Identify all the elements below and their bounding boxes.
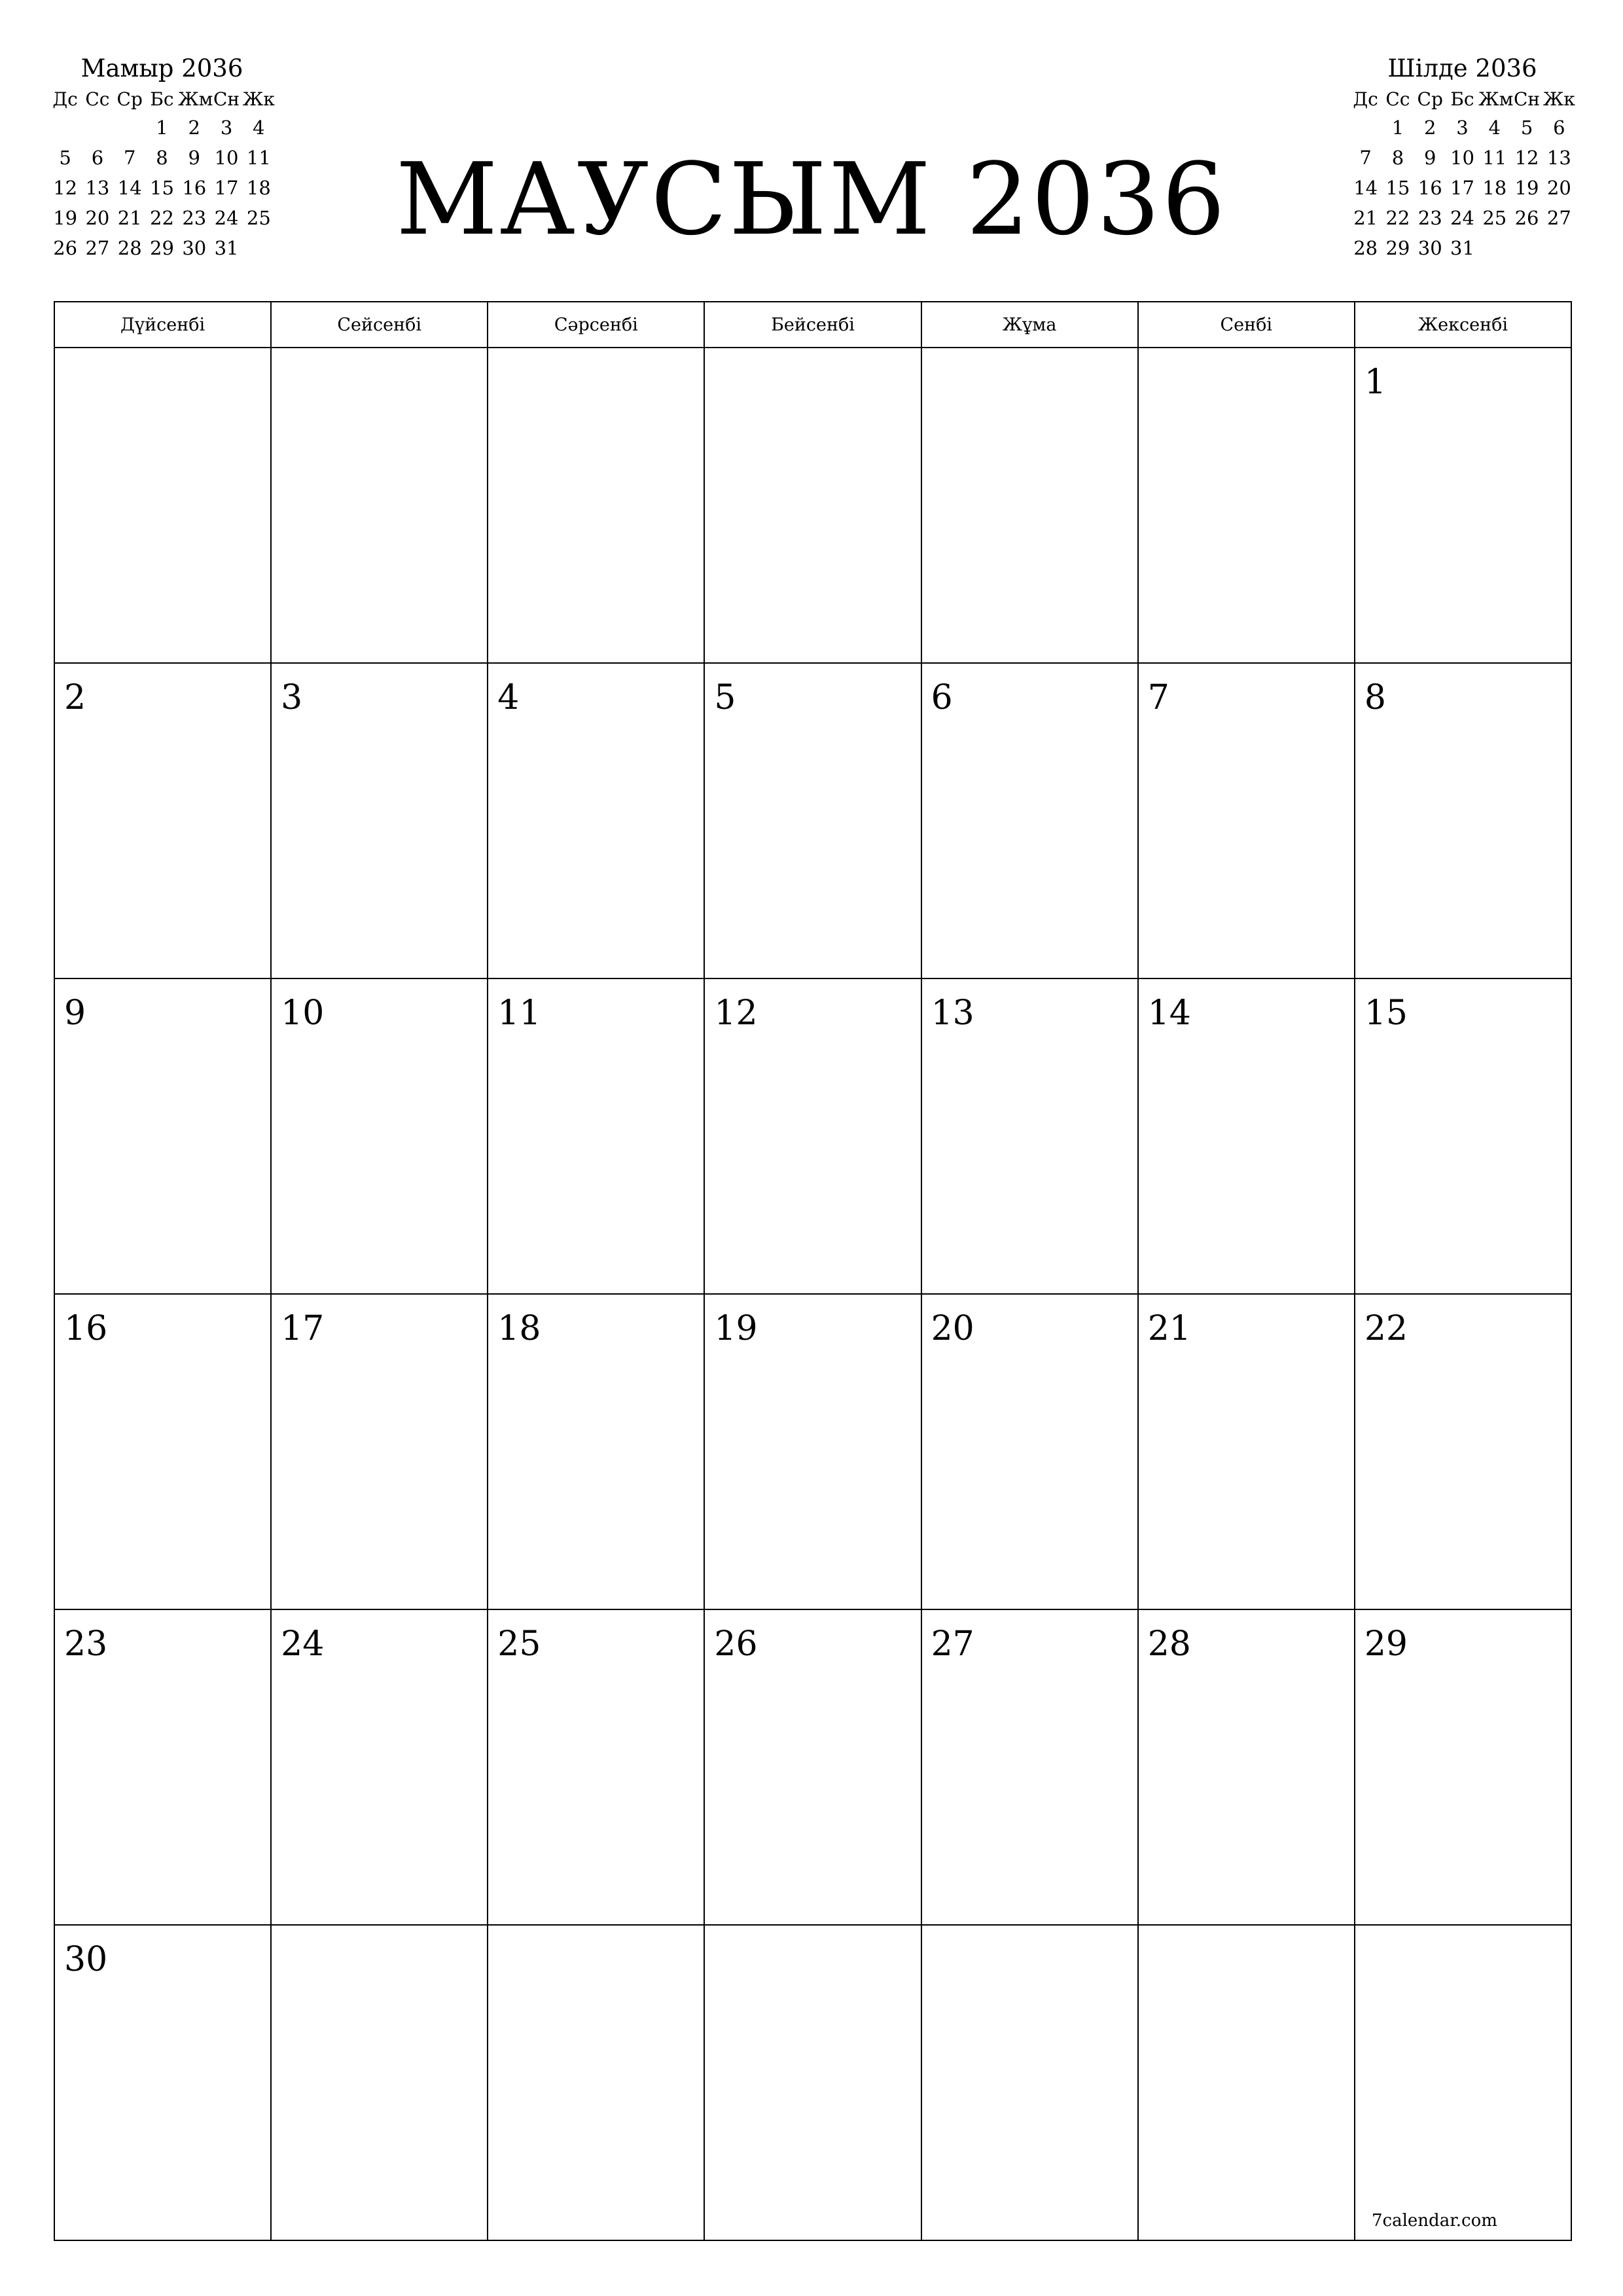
day-number: 3 (281, 678, 303, 717)
weekday-abbr: Жк (1543, 88, 1575, 110)
mini-day-cell: 12 (53, 177, 78, 199)
day-cell[interactable] (1138, 1925, 1355, 2240)
weekday-abbr: Дс (1353, 88, 1378, 110)
day-cell[interactable] (271, 1294, 488, 1609)
mini-day-cell: 21 (1353, 207, 1378, 229)
mini-day-cell: 23 (1418, 207, 1442, 229)
weekday-abbr: Жм (178, 88, 213, 110)
mini-day-cell (114, 113, 146, 143)
day-cell[interactable] (1355, 348, 1571, 663)
mini-day-cell (1543, 233, 1575, 263)
mini-day-cell: 22 (1385, 207, 1410, 229)
mini-day-cell: 30 (1418, 237, 1442, 259)
mini-day-cell: 29 (150, 237, 174, 259)
weekday-abbr: Дс (52, 88, 78, 110)
day-cell[interactable] (921, 978, 1138, 1294)
day-cell[interactable] (271, 978, 488, 1294)
mini-day-cell: 7 (123, 147, 136, 169)
day-cell[interactable] (54, 1609, 271, 1925)
weekday-abbr: Бс (1450, 88, 1474, 110)
day-cell[interactable] (1138, 1609, 1355, 1925)
week-row (54, 978, 1571, 1294)
day-cell[interactable] (921, 1925, 1138, 2240)
day-cell[interactable] (271, 1925, 488, 2240)
weekday-abbr: Бс (150, 88, 174, 110)
day-cell[interactable] (271, 1609, 488, 1925)
weekday-abbr: Сн (213, 88, 240, 110)
mini-day-cell: 16 (1418, 177, 1442, 199)
mini-day-cell (81, 113, 113, 143)
day-number: 30 (64, 1940, 108, 1979)
mini-day-cell: 17 (214, 177, 239, 199)
mini-day-cell: 9 (188, 147, 200, 169)
day-number: 17 (281, 1309, 325, 1348)
mini-day-cell: 16 (182, 177, 207, 199)
mini-day-cell: 15 (150, 177, 174, 199)
mini-day-cell: 2 (1423, 117, 1436, 139)
weekday-abbr: Жк (242, 88, 275, 110)
day-number: 9 (64, 994, 86, 1033)
day-number: 8 (1364, 678, 1386, 717)
weekday-header: Сенбі (1138, 302, 1355, 348)
day-cell[interactable] (704, 663, 921, 978)
week-row (54, 1294, 1571, 1609)
day-cell[interactable] (54, 978, 271, 1294)
mini-day-cell: 8 (1391, 147, 1404, 169)
day-number: 21 (1147, 1309, 1191, 1348)
mini-week-row (49, 113, 275, 143)
mini-day-cell: 1 (1391, 117, 1404, 139)
day-number: 23 (64, 1624, 108, 1664)
mini-day-cell: 4 (1488, 117, 1501, 139)
day-number: 26 (714, 1624, 758, 1664)
day-cell[interactable] (1355, 1294, 1571, 1609)
day-number: 11 (497, 994, 541, 1033)
mini-day-cell: 25 (1482, 207, 1507, 229)
mini-day-cell: 14 (1353, 177, 1378, 199)
week-row (54, 348, 1571, 663)
mini-day-cell: 26 (1514, 207, 1539, 229)
next-month-table (1349, 86, 1575, 263)
mini-day-cell: 4 (253, 117, 265, 139)
day-cell[interactable] (704, 348, 921, 663)
month-grid (54, 301, 1572, 2241)
mini-day-cell (1478, 233, 1510, 263)
mini-day-cell: 11 (1482, 147, 1507, 169)
day-cell[interactable] (271, 663, 488, 978)
mini-day-cell: 19 (1514, 177, 1539, 199)
weekday-header: Бейсенбі (704, 302, 921, 348)
weekday-abbr: Ср (116, 88, 143, 110)
next-month-title: Шілде 2036 (1387, 54, 1537, 82)
next-month-weekday-row (1349, 86, 1575, 113)
day-cell[interactable] (488, 978, 704, 1294)
mini-day-cell: 29 (1385, 237, 1410, 259)
day-number: 12 (714, 994, 758, 1033)
mini-day-cell: 6 (1553, 117, 1565, 139)
day-cell[interactable] (488, 348, 704, 663)
day-cell[interactable] (1355, 1609, 1571, 1925)
day-cell[interactable] (1138, 348, 1355, 663)
day-number: 2 (64, 678, 86, 717)
day-cell[interactable] (54, 1925, 271, 2240)
mini-day-cell: 24 (214, 207, 239, 229)
weekday-header: Жұма (921, 302, 1138, 348)
day-cell[interactable] (1138, 978, 1355, 1294)
footer-site-credit: 7calendar.com (1372, 2211, 1497, 2231)
day-number: 7 (1147, 678, 1169, 717)
mini-day-cell: 31 (1450, 237, 1474, 259)
day-cell[interactable] (704, 1294, 921, 1609)
weekday-header: Сәрсенбі (488, 302, 704, 348)
day-number: 14 (1147, 994, 1191, 1033)
mini-day-cell: 7 (1359, 147, 1372, 169)
weekday-abbr: Сн (1514, 88, 1541, 110)
mini-day-cell: 30 (182, 237, 207, 259)
mini-day-cell: 19 (53, 207, 78, 229)
mini-day-cell: 10 (1450, 147, 1474, 169)
mini-day-cell: 11 (246, 147, 271, 169)
day-cell[interactable] (1138, 1294, 1355, 1609)
mini-day-cell: 3 (1456, 117, 1469, 139)
day-cell[interactable] (1355, 978, 1571, 1294)
day-cell[interactable] (704, 1925, 921, 2240)
day-number: 5 (714, 678, 736, 717)
mini-day-cell: 2 (188, 117, 200, 139)
weekday-abbr: Сс (85, 88, 110, 110)
mini-week-row (1349, 113, 1575, 143)
day-cell[interactable] (921, 1609, 1138, 1925)
mini-day-cell: 20 (85, 207, 110, 229)
mini-day-cell: 5 (59, 147, 71, 169)
day-number: 18 (497, 1309, 541, 1348)
week-row (54, 1609, 1571, 1925)
day-cell[interactable] (488, 663, 704, 978)
mini-day-cell: 6 (91, 147, 104, 169)
day-cell[interactable] (54, 663, 271, 978)
mini-week-row (1349, 173, 1575, 203)
weekday-abbr: Жм (1478, 88, 1514, 110)
weekday-header: Дүйсенбі (54, 302, 271, 348)
day-number: 20 (931, 1309, 974, 1348)
day-number: 13 (931, 994, 974, 1033)
mini-day-cell (1349, 113, 1382, 143)
week-row (54, 663, 1571, 978)
mini-day-cell: 8 (156, 147, 168, 169)
mini-day-cell: 14 (117, 177, 142, 199)
mini-day-cell: 28 (117, 237, 142, 259)
mini-day-cell: 28 (1353, 237, 1378, 259)
weekday-header-row (54, 302, 1571, 348)
prev-month-title: Мамыр 2036 (80, 54, 243, 82)
day-cell[interactable] (488, 1925, 704, 2240)
day-number: 25 (497, 1624, 541, 1664)
day-number: 15 (1364, 994, 1408, 1033)
mini-day-cell: 20 (1546, 177, 1571, 199)
mini-day-cell: 12 (1514, 147, 1539, 169)
mini-day-cell: 5 (1520, 117, 1533, 139)
weekday-abbr: Ср (1417, 88, 1443, 110)
day-cell[interactable] (54, 348, 271, 663)
day-number: 22 (1364, 1309, 1408, 1348)
mini-day-cell: 23 (182, 207, 207, 229)
weekday-header: Сейсенбі (271, 302, 488, 348)
weekday-abbr: Сс (1385, 88, 1410, 110)
mini-day-cell: 10 (214, 147, 239, 169)
mini-week-row (1349, 143, 1575, 173)
weekday-header: Жексенбі (1355, 302, 1571, 348)
mini-day-cell: 21 (117, 207, 142, 229)
next-month-mini-calendar (1349, 51, 1575, 263)
day-number: 28 (1147, 1624, 1191, 1664)
mini-day-cell: 15 (1385, 177, 1410, 199)
mini-day-cell: 24 (1450, 207, 1474, 229)
day-cell[interactable] (1138, 663, 1355, 978)
day-cell[interactable] (921, 1294, 1138, 1609)
day-cell[interactable] (271, 348, 488, 663)
mini-day-cell: 18 (1482, 177, 1507, 199)
mini-day-cell: 13 (1546, 147, 1571, 169)
day-number: 24 (281, 1624, 325, 1664)
mini-week-row (1349, 203, 1575, 233)
day-cell[interactable] (1355, 663, 1571, 978)
day-cell[interactable] (704, 978, 921, 1294)
day-cell[interactable] (921, 348, 1138, 663)
day-number: 10 (281, 994, 325, 1033)
mini-day-cell: 27 (85, 237, 110, 259)
day-cell[interactable] (488, 1609, 704, 1925)
month-title: МАУСЫМ 2036 (395, 141, 1228, 257)
mini-day-cell: 25 (246, 207, 271, 229)
day-number: 29 (1364, 1624, 1408, 1664)
day-number: 16 (64, 1309, 108, 1348)
day-cell[interactable] (1355, 1925, 1571, 2240)
day-cell[interactable] (921, 663, 1138, 978)
mini-day-cell: 18 (246, 177, 271, 199)
mini-day-cell: 27 (1546, 207, 1571, 229)
week-row (54, 1925, 1571, 2240)
day-cell[interactable] (704, 1609, 921, 1925)
mini-day-cell: 22 (150, 207, 174, 229)
mini-day-cell: 1 (156, 117, 168, 139)
day-number: 27 (931, 1624, 974, 1664)
mini-day-cell: 3 (220, 117, 233, 139)
mini-day-cell: 17 (1450, 177, 1474, 199)
day-cell[interactable] (488, 1294, 704, 1609)
prev-month-weekday-row (49, 86, 275, 113)
mini-day-cell: 31 (214, 237, 239, 259)
mini-day-cell: 13 (85, 177, 110, 199)
day-number: 4 (497, 678, 520, 717)
mini-week-row (1349, 233, 1575, 263)
day-cell[interactable] (54, 1294, 271, 1609)
day-number: 19 (714, 1309, 758, 1348)
mini-day-cell: 9 (1423, 147, 1436, 169)
mini-day-cell: 26 (53, 237, 78, 259)
day-number: 6 (931, 678, 953, 717)
mini-day-cell (1510, 233, 1543, 263)
day-number: 1 (1364, 363, 1386, 402)
mini-day-cell (49, 113, 81, 143)
